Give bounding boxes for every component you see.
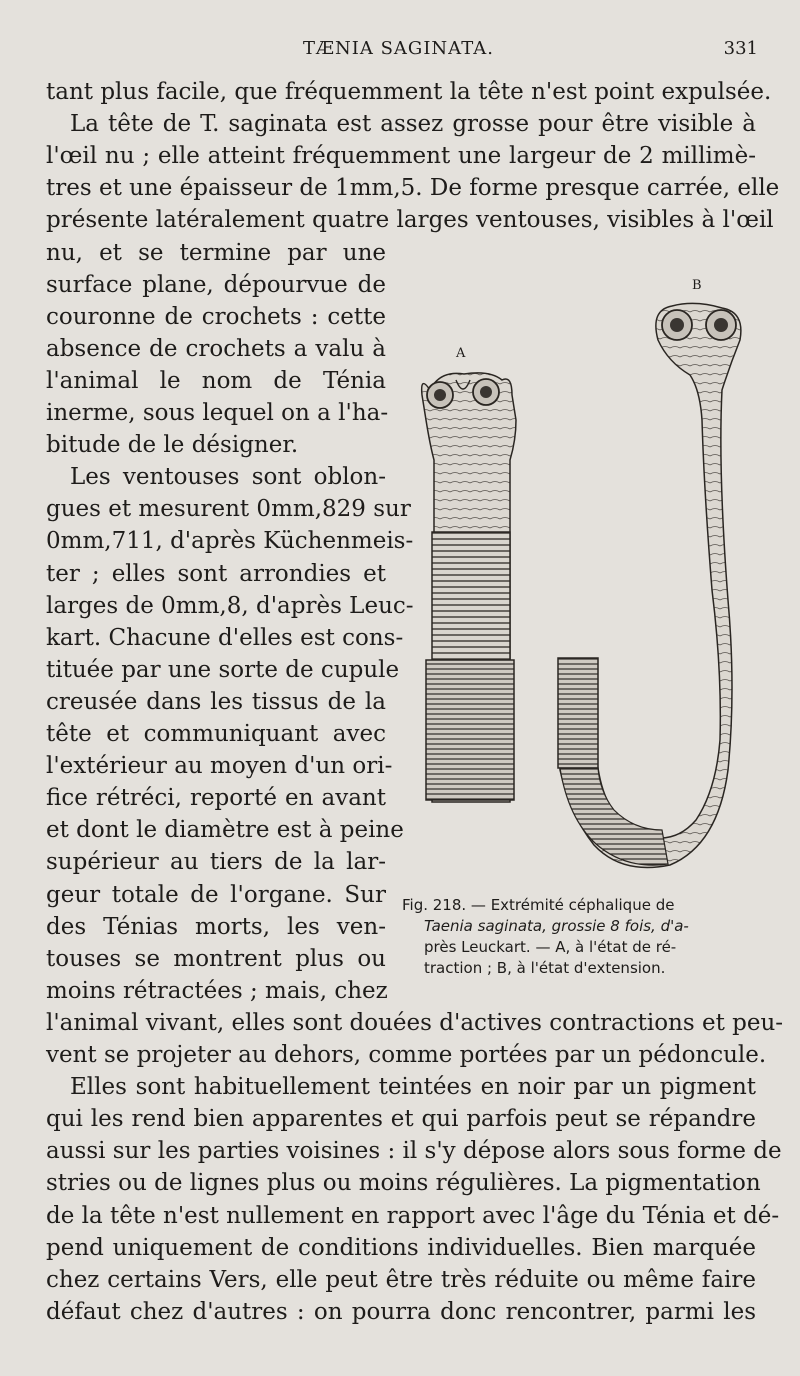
text-line: de la tête n'est nullement en rapport avec l'âge du Ténia et dé-	[46, 1202, 780, 1229]
text-line: supérieur au tiers de la lar-	[46, 849, 386, 876]
running-title: TÆNIA SAGINATA.	[303, 38, 494, 59]
text-line: présente latéralement quatre larges ventouses, visibles à l'œil	[46, 207, 774, 234]
text-line: défaut chez d'autres : on pourra donc rencontrer, parmi les	[46, 1298, 756, 1325]
tapeworm-head-illustration	[400, 270, 780, 890]
caption-line: traction ; B, à l'état d'extension.	[424, 959, 666, 977]
text-line: chez certains Vers, elle peut être très réduite ou même faire	[46, 1266, 756, 1293]
figure-218	[400, 270, 780, 890]
text-line: touses se montrent plus ou	[46, 945, 386, 972]
text-line: l'extérieur au moyen d'un ori-	[46, 753, 393, 780]
text-line: stries ou de lignes plus ou moins régulières. La pigmentation	[46, 1170, 761, 1197]
caption-line: Taenia saginata, grossie 8 fois, d'a-	[424, 917, 689, 935]
figure-caption	[402, 895, 762, 979]
text-line: qui les rend bien apparentes et qui parfois peut se répandre	[46, 1106, 756, 1133]
text-line: geur totale de l'organe. Sur	[46, 881, 386, 908]
text-line: bitude de le désigner.	[46, 432, 299, 459]
text-line: kart. Chacune d'elles est cons-	[46, 624, 404, 651]
text-line: tête et communiquant avec	[46, 721, 386, 747]
text-line: surface plane, dépourvue de	[46, 271, 386, 298]
text-line: moins rétractées ; mais, chez	[46, 977, 388, 1004]
text-line: aussi sur les parties voisines : il s'y dépose alors sous forme de	[46, 1138, 782, 1165]
figure-label-b: B	[692, 278, 702, 293]
text-line: fice rétréci, reporté en avant	[46, 785, 386, 812]
text-line: absence de crochets a valu à	[46, 335, 386, 362]
text-line: l'œil nu ; elle atteint fréquemment une largeur de 2 millimè-	[46, 143, 756, 170]
text-line: et dont le diamètre est à peine	[46, 817, 404, 844]
text-line: Elles sont habituellement teintées en noir par un pigment	[70, 1074, 756, 1101]
caption-line: près Leuckart. — A, à l'état de ré-	[424, 938, 677, 956]
text-line: des Ténias morts, les ven-	[46, 913, 386, 940]
text-line: tituée par une sorte de cupule	[46, 656, 400, 683]
caption-line: Fig. 218. — Extrémité céphalique de	[402, 896, 675, 914]
text-line: tres et une épaisseur de 1mm,5. De forme presque carrée, elle	[46, 175, 780, 202]
text-line: ter ; elles sont arrondies et	[46, 560, 386, 587]
text-line: larges de 0mm,8, d'après Leuc-	[46, 592, 414, 619]
page-header	[0, 34, 800, 64]
text-line: pend uniquement de conditions individuelles. Bien marquée	[46, 1234, 756, 1261]
text-line: La tête de T. saginata est assez grosse pour être visible à	[70, 111, 756, 138]
specimen-b	[558, 303, 741, 867]
text-line: inerme, sous lequel on a l'ha-	[46, 400, 389, 426]
text-line: l'animal le nom de Ténia	[46, 367, 386, 394]
figure-label-a: A	[456, 346, 466, 361]
text-line: vent se projeter au dehors, comme portées par un pédoncule.	[46, 1042, 767, 1068]
text-line: couronne de crochets : cette	[46, 303, 386, 330]
text-line: gues et mesurent 0mm,829 sur	[46, 496, 411, 523]
text-line: Les ventouses sont oblon-	[70, 464, 386, 491]
text-line: creusée dans les tissus de la	[46, 688, 386, 715]
text-line: 0mm,711, d'après Küchenmeis-	[46, 528, 414, 555]
page-number: 331	[723, 38, 758, 59]
text-line: l'animal vivant, elles sont douées d'actives contractions et peu-	[46, 1009, 784, 1036]
text-line: tant plus facile, que fréquemment la tête n'est point expulsée.	[46, 79, 772, 105]
specimen-a	[422, 373, 516, 802]
text-line: nu, et se termine par une	[46, 239, 386, 266]
